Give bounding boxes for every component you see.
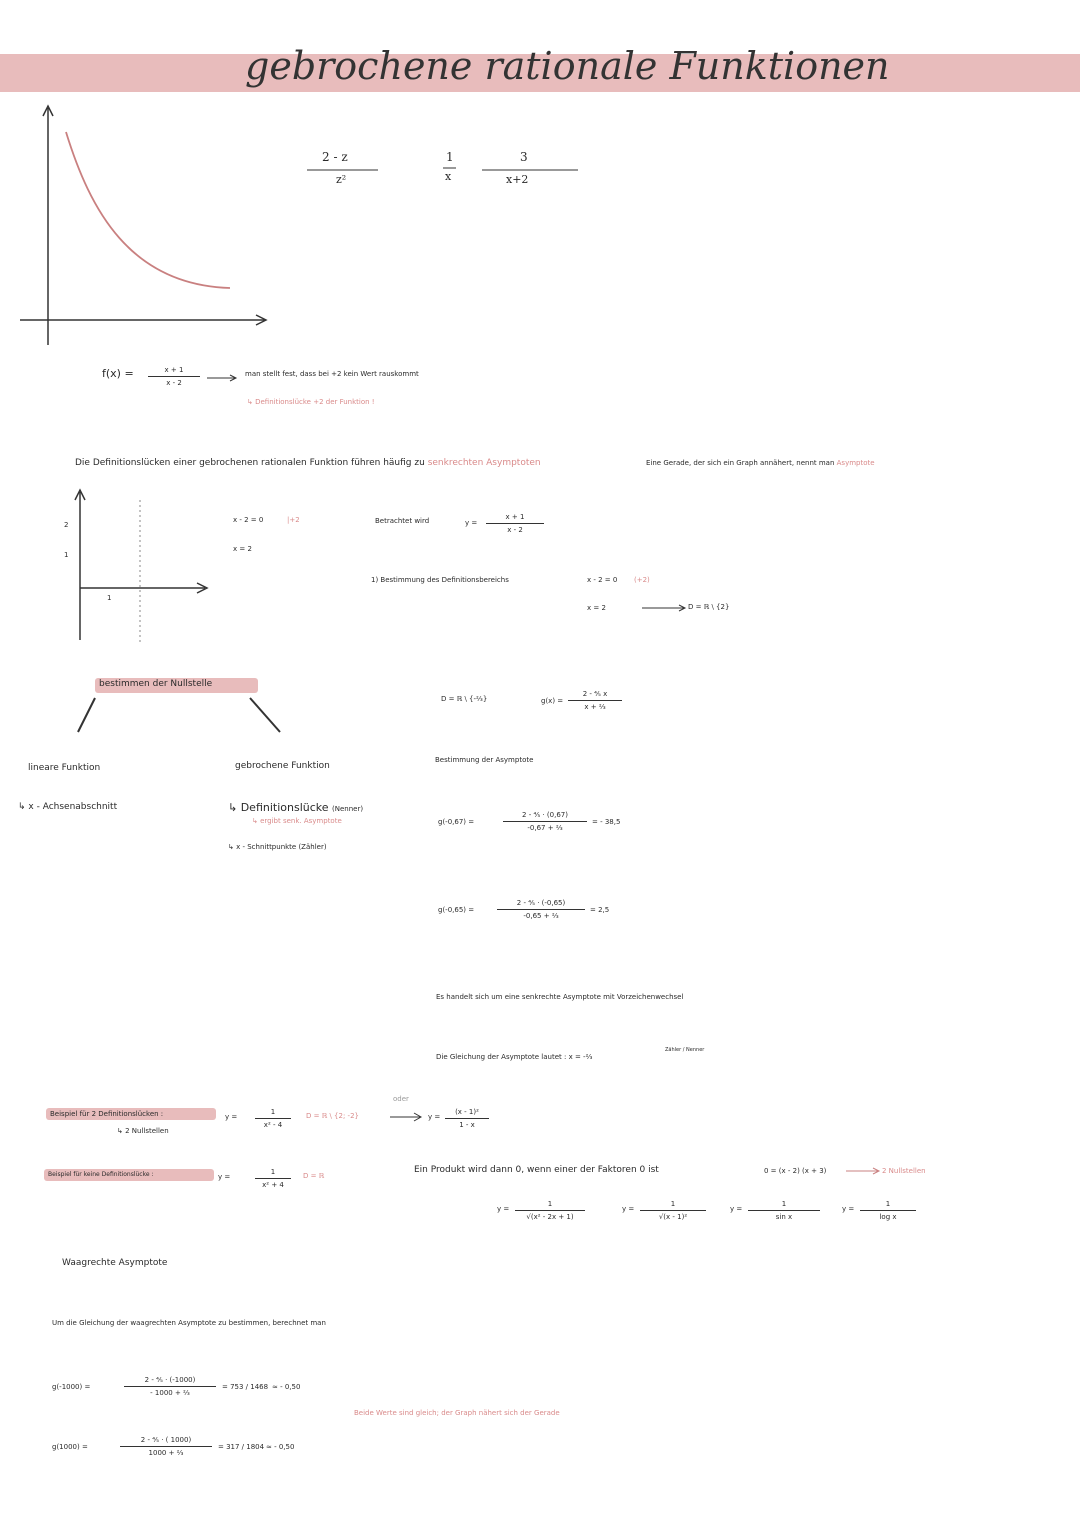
calc1-num: 2 - ⅘ · (0,67) <box>522 811 568 819</box>
example3-den: x+2 <box>506 173 529 186</box>
root1-y: y = <box>497 1205 510 1213</box>
graph1-curve <box>66 132 230 288</box>
note1: man stellt fest, dass bei +2 kein Wert rauskommt <box>245 370 419 378</box>
conclusion2-note: Zähler / Nenner <box>665 1047 705 1053</box>
graph2-y1: 1 <box>64 551 69 559</box>
bsp2-num: 1 <box>270 1168 276 1176</box>
graph2-y2: 2 <box>64 521 69 529</box>
root1-den: √(x² - 2x + 1) <box>526 1213 574 1221</box>
tree-left <box>78 698 95 732</box>
bsp1-sub: ↳ 2 Nullstellen <box>117 1127 169 1135</box>
example2-num: 1 <box>446 150 454 164</box>
bsp1-num: 1 <box>270 1108 276 1116</box>
frac-bar <box>860 1210 916 1211</box>
calc1-lhs: g(-0,67) = <box>438 818 475 826</box>
calc2-res: = 2,5 <box>590 906 610 914</box>
bsp1-den: x² - 4 <box>263 1121 283 1129</box>
graph2-x1: 1 <box>107 594 112 602</box>
bsp1-y: y = <box>225 1113 238 1121</box>
def-sentence-pink: senkrechten Asymptoten <box>427 458 541 468</box>
calc1-res: = - 38,5 <box>592 818 621 826</box>
step1-eq1: x - 2 = 0 <box>587 576 618 584</box>
g-def-num: 2 - ⅘ x <box>582 690 608 698</box>
asym-def <box>646 459 875 467</box>
bsp2-frac <box>255 1168 291 1189</box>
calc4-den: 1000 + ⅔ <box>148 1449 184 1457</box>
calc3-mid: = 753 / 1468 <box>222 1383 269 1391</box>
asym-def-text: Eine Gerade, der sich ein Graph annähert, nennt man <box>646 459 835 467</box>
calc2-den: -0,65 + ⅔ <box>523 912 559 920</box>
f-def-num: x + 1 <box>164 366 184 374</box>
final-note: Beide Werte sind gleich; der Graph nähert sich der Gerade <box>354 1409 560 1417</box>
bsp1-domain: D = ℝ \ {2; -2} <box>306 1112 359 1120</box>
bsp1-alt-frac <box>445 1108 489 1129</box>
bsp2-y: y = <box>218 1173 231 1181</box>
calc3-res: ≈ - 0,50 <box>272 1383 301 1391</box>
root2-den: √(x - 1)² <box>658 1213 688 1221</box>
frac-bar <box>486 523 544 524</box>
calc3-num: 2 - ⅘ · (-1000) <box>144 1376 196 1384</box>
conclusion2: Die Gleichung der Asymptote lautet : x = -⅔ <box>436 1053 593 1061</box>
frac-bar <box>120 1446 212 1447</box>
oder-label: oder <box>393 1095 409 1103</box>
root4-den: log x <box>879 1213 897 1221</box>
step1-result: D = ℝ \ {2} <box>688 603 730 611</box>
note1-sub-text: Definitionslücke +2 der Funktion ! <box>255 398 375 406</box>
example1-den: z² <box>336 173 347 186</box>
calc3-frac <box>124 1376 216 1397</box>
root2-num: 1 <box>670 1200 676 1208</box>
frac-bar <box>497 909 585 910</box>
nullstelle-heading: bestimmen der Nullstelle <box>99 679 213 689</box>
betrachtet-frac <box>486 513 544 534</box>
calc3-den: - 1000 + ⅔ <box>150 1389 190 1397</box>
g-def-frac <box>568 690 622 711</box>
example3-num: 3 <box>520 150 528 164</box>
calc4-mid: = 317 / 1804 <box>218 1443 265 1451</box>
bsp1-alt-y: y = <box>428 1113 441 1121</box>
root2-y: y = <box>622 1205 635 1213</box>
eq2: x = 2 <box>233 545 252 553</box>
calc2-lhs: g(-0,65) = <box>438 906 475 914</box>
root3-num: 1 <box>781 1200 787 1208</box>
calc4-lhs: g(1000) = <box>52 1443 88 1451</box>
bsp1: Beispiel für 2 Definitionslücken : <box>50 1110 164 1118</box>
f-def-frac <box>148 366 200 387</box>
note1-sub: ↳ Definitionslücke +2 der Funktion ! <box>247 398 375 406</box>
bsp1-frac <box>255 1108 291 1129</box>
frac-bar <box>445 1118 489 1119</box>
root3-den: sin x <box>775 1213 793 1221</box>
example1-num: 2 - z <box>322 150 348 164</box>
left-branch: lineare Funktion <box>28 763 101 773</box>
root4-y: y = <box>842 1205 855 1213</box>
frac-bar <box>640 1210 706 1211</box>
calc2-frac <box>497 899 585 920</box>
left-branch-sub: ↳ x - Achsenabschnitt <box>18 802 118 812</box>
frac-bar <box>748 1210 820 1211</box>
eq1: x - 2 = 0 <box>233 516 264 524</box>
frac-bar <box>503 821 587 822</box>
frac-bar <box>148 376 200 377</box>
f-def-lhs: f(x) = <box>102 367 134 380</box>
right-sub1-pink: ↳ ergibt senk. Asymptote <box>252 817 342 825</box>
produkt-res: 2 Nullstellen <box>882 1167 926 1175</box>
betrachtet-num: x + 1 <box>505 513 525 521</box>
root1-frac <box>515 1200 585 1221</box>
bsp2: Beispiel für keine Definitionslücke : <box>48 1171 154 1178</box>
calc4-res: ≈ - 0,50 <box>266 1443 295 1451</box>
right-sub2: ↳ x - Schnittpunkte (Zähler) <box>228 843 327 851</box>
def-sentence <box>75 458 541 468</box>
betrachtet-y: y = <box>465 519 478 527</box>
g-def-den: x + ⅔ <box>584 703 606 711</box>
calc2-num: 2 - ⅘ · (-0,65) <box>516 899 566 907</box>
eq1-side: |+2 <box>287 516 300 524</box>
root3-y: y = <box>730 1205 743 1213</box>
waag-text: Um die Gleichung der waagrechten Asymptote zu bestimmen, berechnet man <box>52 1319 326 1327</box>
root3-frac <box>748 1200 820 1221</box>
calc1-den: -0,67 + ⅔ <box>527 824 563 832</box>
right-sub1-paren: (Nenner) <box>332 805 364 813</box>
example2-den: x <box>445 170 452 183</box>
calc4-num: 2 - ⅘ · ( 1000) <box>140 1436 192 1444</box>
g-def-lhs: g(x) = <box>541 697 564 705</box>
frac-bar <box>568 700 622 701</box>
right-branch: gebrochene Funktion <box>235 761 330 771</box>
produkt-eq: 0 = (x - 2) (x + 3) <box>764 1167 827 1175</box>
calc4-frac <box>120 1436 212 1457</box>
root2-frac <box>640 1200 706 1221</box>
right-sub1 <box>228 801 363 814</box>
bsp2-domain: D = ℝ <box>303 1172 325 1180</box>
step1: 1) Bestimmung des Definitionsbereichs <box>371 576 509 584</box>
def-sentence-text: Die Definitionslücken einer gebrochenen rationalen Funktion führen häufig zu <box>75 458 425 468</box>
frac-bar <box>255 1118 291 1119</box>
betrachtet: Betrachtet wird <box>375 517 430 525</box>
frac-bar <box>515 1210 585 1211</box>
root4-num: 1 <box>885 1200 891 1208</box>
calc3-lhs: g(-1000) = <box>52 1383 91 1391</box>
right-sub1-text: ↳ Definitionslücke <box>228 801 329 814</box>
frac-bar <box>124 1386 216 1387</box>
frac-bar <box>255 1178 291 1179</box>
produkt: Ein Produkt wird dann 0, wenn einer der Faktoren 0 ist <box>414 1165 659 1175</box>
betrachtet-den: x - 2 <box>507 526 523 534</box>
f-def-den: x - 2 <box>166 379 182 387</box>
conclusion1: Es handelt sich um eine senkrechte Asymptote mit Vorzeichenwechsel <box>436 993 684 1001</box>
bsp1-alt-den: 1 - x <box>459 1121 475 1129</box>
bsp1-alt-num: (x - 1)² <box>455 1108 479 1116</box>
bsp2-den: x² + 4 <box>262 1181 284 1189</box>
calc1-frac <box>503 811 587 832</box>
domain2: D = ℝ \ {-⅔} <box>441 695 488 703</box>
page-title: gebrochene rationale Funktionen <box>245 44 890 88</box>
waag-heading: Waagrechte Asymptote <box>62 1258 168 1268</box>
tree-right <box>250 698 280 732</box>
root4-frac <box>860 1200 916 1221</box>
step1-eq2: x = 2 <box>587 604 606 612</box>
root1-num: 1 <box>547 1200 553 1208</box>
asym-def-pink: Asymptote <box>836 459 875 467</box>
asym-heading: Bestimmung der Asymptote <box>435 756 534 764</box>
step1-side: (+2) <box>634 576 650 584</box>
